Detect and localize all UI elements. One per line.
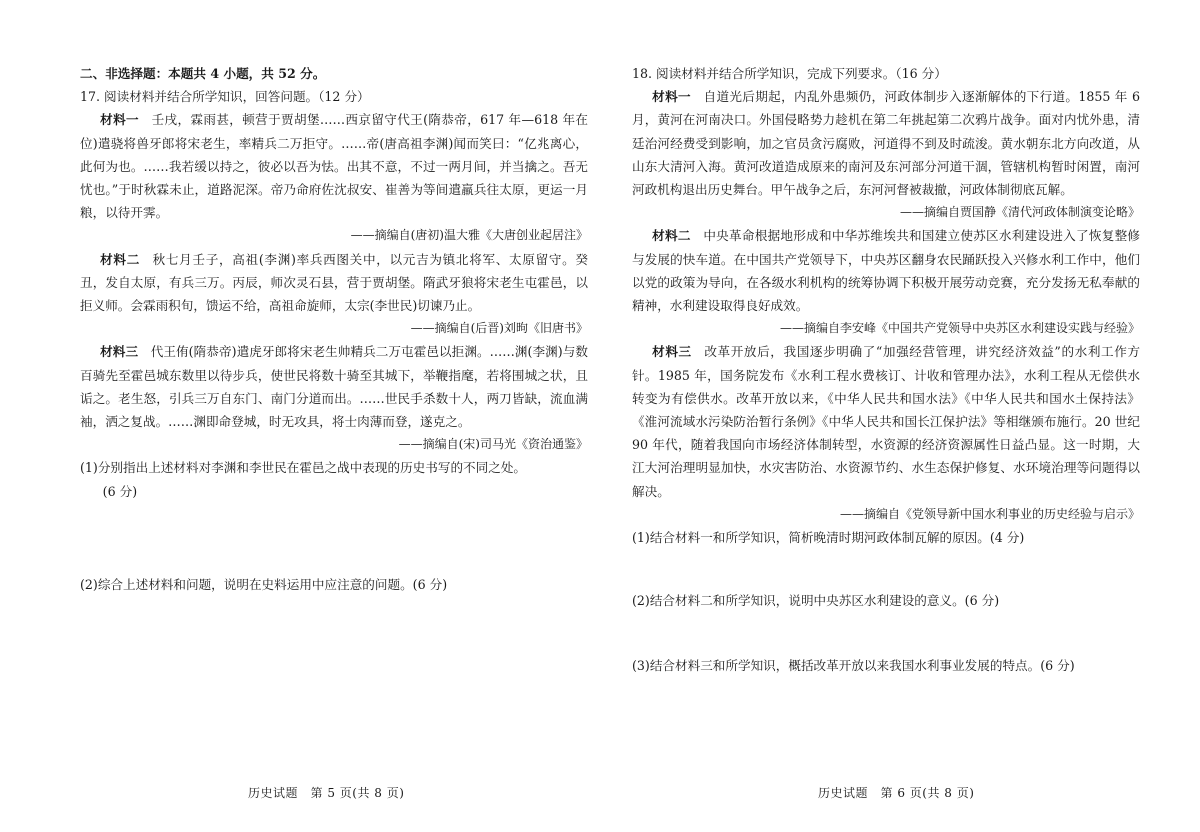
q17-material-1-source: ——摘编自(唐初)温大雅《大唐创业起居注》	[350, 228, 588, 243]
material-label: 材料二	[100, 251, 140, 267]
answer-space	[80, 503, 588, 573]
points-label: (6 分)	[102, 483, 138, 499]
question-17-title: 17. 阅读材料并结合所学知识，回答问题。（12 分）	[80, 89, 370, 105]
q18-material-1-source: ——摘编自贾国静《清代河政体制演变论略》	[899, 205, 1140, 220]
material-label: 材料三	[652, 344, 692, 360]
q18-material-1	[632, 85, 1140, 201]
answer-space	[632, 612, 1140, 654]
q17-material-3	[80, 340, 588, 433]
page-footer-right: 历史试题 第 6 页(共 8 页)	[818, 786, 975, 800]
q18-material-3	[632, 340, 1140, 502]
left-page	[80, 62, 588, 596]
q17-material-2	[80, 248, 588, 318]
material-text: 中央革命根据地形成和中华苏维埃共和国建立使苏区水利建设进入了恢复整修与发展的快车道。在中国共产党领导下，中央苏区翻身农民踊跃投入兴修水利工作中，他们以党的政策为导向，在各级水利机构的统筹协调下积极开展劳动竞赛，充分发扬无私奉献的精神，水利建设取得良好成效。	[632, 228, 1141, 314]
q17-subquestion-1-points	[80, 480, 588, 503]
q17-material-2-source: ——摘编自(后晋)刘昫《旧唐书》	[410, 321, 588, 336]
material-label: 材料二	[652, 228, 691, 244]
q18-material-3-source: ——摘编自《党领导新中国水利事业的历史经验与启示》	[839, 506, 1140, 521]
q17-subquestion-1	[80, 456, 588, 479]
q17-subquestion-2: (2)综合上述材料和问题，说明在史料运用中应注意的问题。(6 分)	[80, 576, 448, 592]
answer-space	[632, 549, 1140, 589]
material-label: 材料三	[100, 344, 139, 360]
material-text: 壬戌，霖雨甚，顿营于贾胡堡……西京留守代王(隋恭帝，617 年—618 年在位)遣骁将兽牙郎将宋老生，率精兵二万拒守。……帝(唐高祖李渊)闻而笑曰：“亿兆离心，此何为也。……我若缓以持之，彼必以吾为怯。出其不意，不过一两月间，并当擒之。吾无忧也。”于时秋霖未止，道路泥深。帝乃命府佐沈叔安、崔善为等间遣羸兵往太原，更运一月粮，以待开霁。	[80, 112, 589, 221]
material-label: 材料一	[652, 89, 691, 105]
material-label: 材料一	[100, 112, 139, 128]
material-text: 自道光后期起，内乱外患频仍，河政体制步入逐渐解体的下行道。1855 年 6 月，黄河在河南决口。外国侵略势力趁机在第二年挑起第二次鸦片战争。面对内忧外患，清廷治河经费受到影响，加之官员贪污腐败，河道得不到及时疏浚。黄水朝东北方向改道，从山东大清河入海。黄河改道造成原来的南河及东河部分河道干涸，管辖机构暂时闲置，南河河政机构退出历史舞台。甲午战争之后，东河河督被裁撤，河政体制彻底瓦解。	[632, 89, 1140, 198]
q17-material-3-source: ——摘编自(宋)司马光《资治通鉴》	[398, 437, 588, 452]
q18-subquestion-1: (1)结合材料一和所学知识，简析晚清时期河政体制瓦解的原因。(4 分)	[632, 530, 1025, 546]
q18-subquestion-3: (3)结合材料三和所学知识，概括改革开放以来我国水利事业发展的特点。(6 分)	[632, 658, 1075, 674]
q17-material-1	[80, 108, 588, 224]
material-text: 改革开放后，我国逐步明确了“加强经营管理，讲究经济效益”的水利工作方针。1985 年，国务院发布《水利工程水费核订、计收和管理办法》，水利工程从无偿供水转变为有偿供水。改革开放以来，《中华人民共和国水法》《中华人民共和国水土保持法》《淮河流域水污染防治暂行条例》《中华人民共和国长江保护法》等相继颁布施行。20 世纪 90 年代，随着我国向市场经济体制转型，水资源的经济资源属性日益凸显。这一时期，大江大河治理明显加快，水灾害防治、水资源节约、水生态保护修复、水环境治理等问题得以解决。	[632, 344, 1141, 499]
q18-material-2-source: ——摘编自李安峰《中国共产党领导中央苏区水利建设实践与经验》	[779, 321, 1140, 336]
right-page	[632, 62, 1140, 678]
material-text: 秋七月壬子，高祖(李渊)率兵西图关中，以元吉为镇北将军、太原留守。癸丑，发自太原，有兵三万。丙辰，师次灵石县，营于贾胡堡。隋武牙狼将宋老生屯霍邑，以拒义师。会霖雨积旬，馈运不给，高祖命旋师，太宗(李世民)切谏乃止。	[80, 251, 589, 314]
q18-subquestion-2: (2)结合材料二和所学知识，说明中央苏区水利建设的意义。(6 分)	[632, 593, 1000, 609]
section-header: 二、非选择题：本题共 4 小题，共 52 分。	[80, 66, 326, 81]
material-text: 代王侑(隋恭帝)遣虎牙郎将宋老生帅精兵二万屯霍邑以拒渊。……渊(李渊)与数百骑先至霍邑城东数里以待步兵，使世民将数十骑至其城下，举鞭指麾，若将围城之状，且诟之。老生怒，引兵三万自东门、南门分道而出。……世民手杀数十人，两刀皆缺，流血满袖，洒之复战。……渊即命登城，时无攻具，将士肉薄而登，遂克之。	[80, 344, 589, 430]
subquestion-text: (1)分别指出上述材料对李渊和李世民在霍邑之战中表现的历史书写的不同之处。	[80, 460, 527, 476]
page-footer-left: 历史试题 第 5 页(共 8 页)	[248, 786, 405, 800]
q18-material-2	[632, 224, 1140, 317]
question-18-title: 18. 阅读材料并结合所学知识，完成下列要求。（16 分）	[632, 66, 947, 81]
